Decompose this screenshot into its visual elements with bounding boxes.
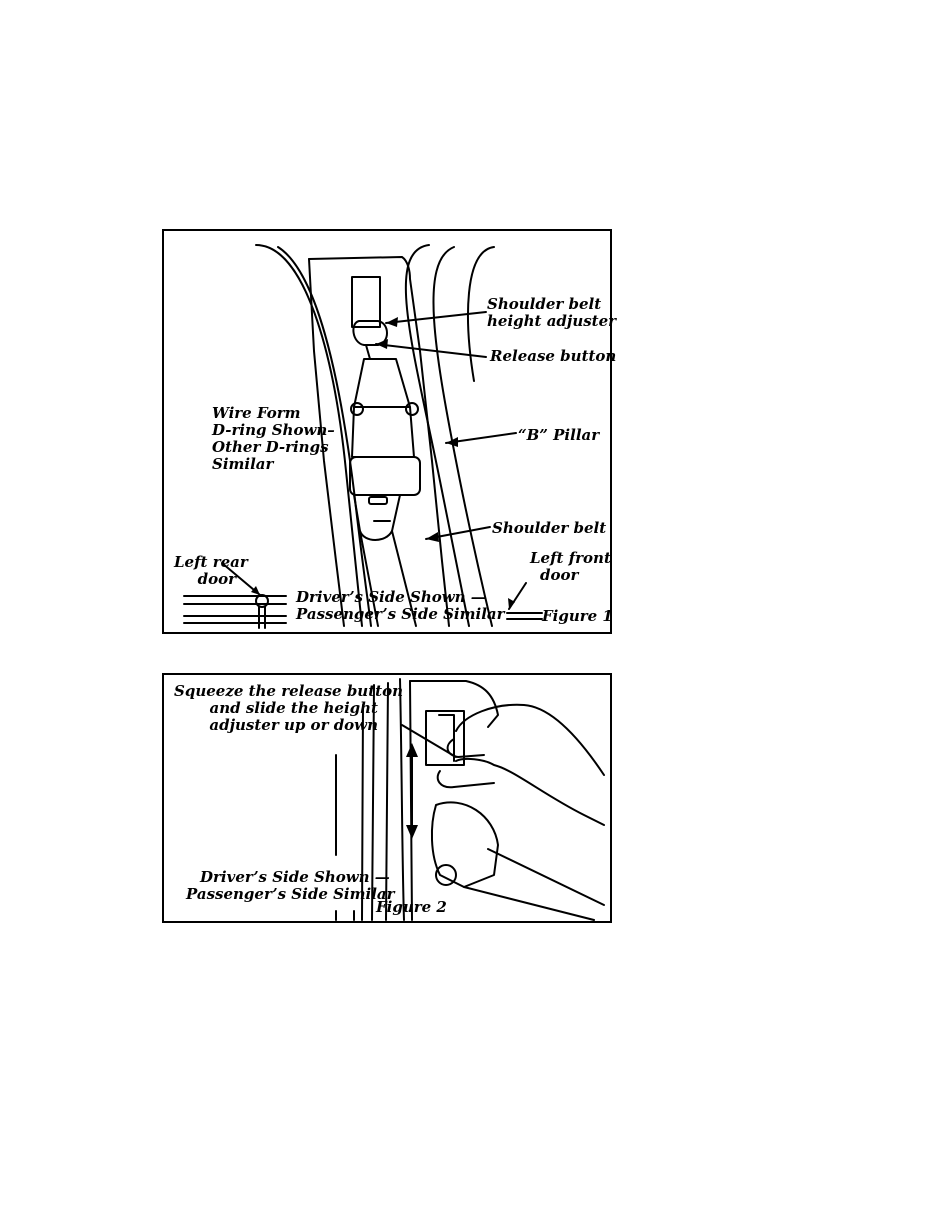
label-left-front-door-line1: Left front [530,549,611,567]
label-side-note-fig1-line2: Passenger’s Side Similar [296,605,505,623]
label-side-note-fig2-line2: Passenger’s Side Similar [186,885,395,903]
tongue-slot [369,497,387,504]
b-pillar-outline-right [406,245,469,626]
label-side-note-fig1-line1: Driver’s Side Shown — [296,588,486,606]
label-wire-form-line2: D-ring Shown– [212,421,335,439]
adjuster-slot [352,277,380,327]
label-left-rear-door [174,553,248,588]
label-left-front-door-line2: door [540,566,579,584]
left-front-door-lines [507,613,542,619]
figure-2-caption: Figure 2 [376,898,447,916]
label-wire-form-line3: Other D-rings [212,438,329,456]
height-adjuster [353,321,387,345]
left-rear-door-lines [184,596,286,623]
label-height-adjuster-line2: height adjuster [487,312,617,330]
label-b-pillar: “B” Pillar [518,426,600,444]
d-ring-pin-left [351,403,363,415]
label-shoulder-belt: Shoulder belt [492,519,607,537]
shoulder-belt-fig2-lower [464,887,594,920]
figure-2-panel [162,673,612,923]
hand-top [456,705,604,775]
label-wire-form-line4: Similar [212,455,274,473]
figure-1-panel [162,229,617,634]
label-side-note-fig1 [296,588,505,623]
d-ring-fig2 [432,802,498,887]
leader-height-adjuster [386,312,486,323]
d-ring-top [354,359,410,407]
up-arrow-head [406,743,418,757]
label-instruction [174,682,403,734]
hand-fingers [456,759,604,825]
label-left-rear-door-line2: door [197,570,236,588]
label-instruction-line1: Squeeze the release button [174,682,403,700]
label-release-button: Release button [490,347,617,365]
label-wire-form [212,405,335,473]
label-side-note-fig2-line1: Driver’s Side Shown — [200,868,390,886]
label-side-note-fig2 [186,869,395,903]
label-left-front-door [530,550,611,584]
release-button [366,345,378,359]
label-wire-form-line1: Wire Form [212,404,301,422]
down-arrow-head [406,825,418,839]
label-height-adjuster [487,296,616,330]
label-left-rear-door-line1: Left rear [174,553,248,571]
label-instruction-line2: and slide the height [209,699,378,717]
figure-1-caption: Figure 1 [542,607,613,625]
label-instruction-line3: adjuster up or down [209,716,378,734]
finger-lower [438,771,494,787]
d-ring-pin-right [406,403,418,415]
label-height-adjuster-line1: Shoulder belt [487,295,602,313]
belt-guide [350,457,420,495]
